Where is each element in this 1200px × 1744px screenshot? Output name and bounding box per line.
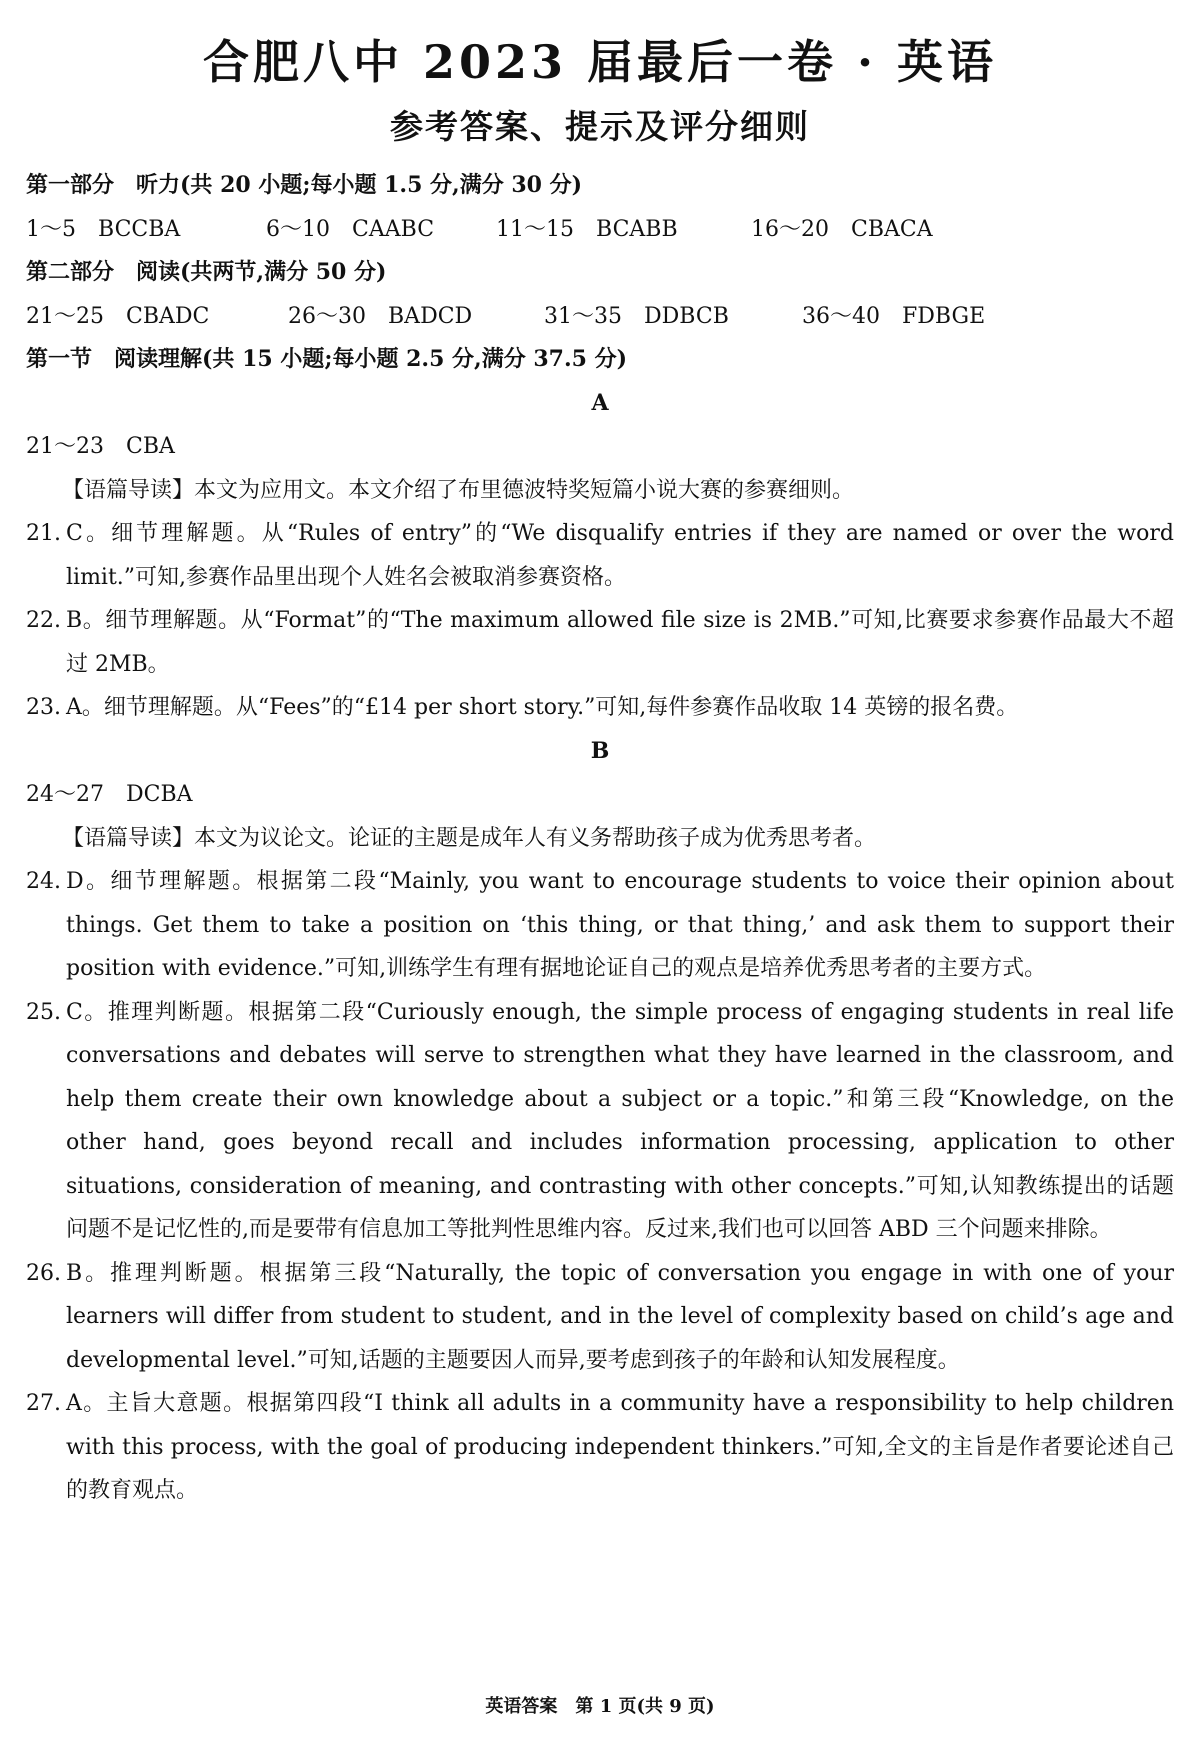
answer-group: 21～25 CBADC	[26, 303, 210, 329]
answer-group: 11～15 BCABB	[496, 216, 678, 242]
answer-item-23: 23. A。细节理解题。从“Fees”的“£14 per short story.”可知,每件参赛作品收取 14 英镑的报名费。	[26, 695, 1019, 720]
part2-heading: 第二部分 阅读(共两节,满分 50 分)	[26, 259, 387, 285]
page-subtitle: 参考答案、提示及评分细则	[390, 107, 810, 146]
passage-b-letter: B	[590, 737, 610, 764]
passage-a-letter: A	[591, 389, 609, 416]
answer-group: 6～10 CAABC	[266, 216, 435, 242]
answer-item-25: 25. C。推理判断题。根据第二段“Curiously enough, the simple process of engaging students in real life conversations and debates will serve to strengthen what they have learned in the classroom, and help them create their own knowledge about a subject or a topic.”和第三段“Knowledge, on the other hand, goes beyond recall and includes information processing, application to other situations, consideration of meaning, and contrasting with other concepts.”可知,认知教练提出的话题问题不是记忆性的,而是要带有信息加工等批判性思维内容。反过来,我们也可以回答 ABD 三个问题来排除。	[26, 999, 1174, 1242]
answer-item-26: 26. B。推理判断题。根据第三段“Naturally, the topic of conversation you engage in with one of your learners will differ from student to student, and in the level of complexity based on child’s age and developmental level.”可知,话题的主题要因人而异,要考虑到孩子的年龄和认知发展程度。	[26, 1260, 1174, 1373]
section1-heading: 第一节 阅读理解(共 15 小题;每小题 2.5 分,满分 37.5 分)	[26, 346, 628, 372]
page-footer: 英语答案 第 1 页(共 9 页)	[485, 1696, 715, 1717]
passage-a-intro: 【语篇导读】本文为应用文。本文介绍了布里德波特奖短篇小说大赛的参赛细则。	[62, 477, 855, 503]
answer-group: 1～5 BCCBA	[26, 216, 181, 242]
answer-group: 26～30 BADCD	[288, 303, 473, 329]
passage-a-range: 21～23 CBA	[26, 434, 175, 459]
part1-answers	[26, 208, 1174, 252]
answer-group: 16～20 CBACA	[751, 216, 933, 242]
passage-b-range: 24～27 DCBA	[26, 782, 193, 807]
passage-b-intro: 【语篇导读】本文为议论文。论证的主题是成年人有义务帮助孩子成为优秀思考者。	[62, 825, 877, 851]
part2-answers	[26, 295, 1174, 339]
answer-group: 31～35 DDBCB	[544, 303, 729, 329]
page-title: 合肥八中 2023 届最后一卷 · 英语	[202, 35, 998, 89]
answer-item-21: 21. C。细节理解题。从“Rules of entry”的“We disqualify entries if they are named or over the word limit.”可知,参赛作品里出现个人姓名会被取消参赛资格。	[26, 521, 1174, 590]
answer-item-22: 22. B。细节理解题。从“Format”的“The maximum allowed file size is 2MB.”可知,比赛要求参赛作品最大不超过 2MB。	[26, 608, 1174, 677]
part1-heading: 第一部分 听力(共 20 小题;每小题 1.5 分,满分 30 分)	[26, 172, 583, 198]
answer-group: 36～40 FDBGE	[802, 303, 986, 329]
answer-item-24: 24. D。细节理解题。根据第二段“Mainly, you want to encourage students to voice their opinion about things. Get them to take a position on ‘this thing, or that thing,’ and ask them to support their position with evidence.”可知,训练学生有理有据地论证自己的观点是培养优秀思考者的主要方式。	[26, 869, 1174, 981]
answer-item-27: 27. A。主旨大意题。根据第四段“I think all adults in a community have a responsibility to help children with this process, with the goal of producing independent thinkers.”可知,全文的主旨是作者要论述自己的教育观点。	[26, 1391, 1174, 1503]
